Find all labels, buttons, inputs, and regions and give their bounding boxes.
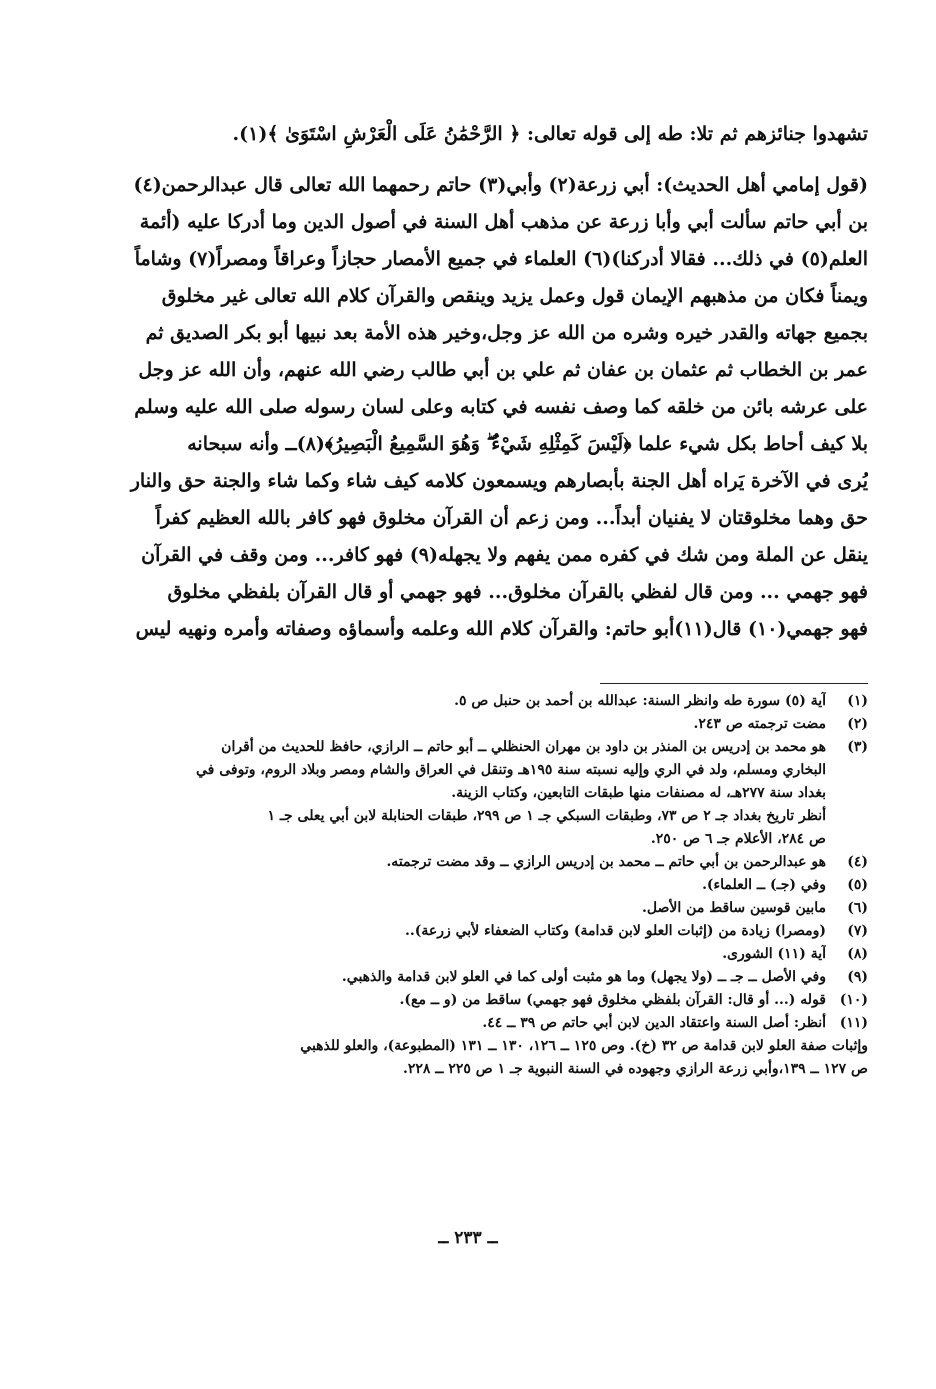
- footnote-text: قوله (... أو قال: القرآن بلفظي مخلوق فهو جهمي) ساقط من (و ــ مع).: [399, 992, 826, 1008]
- footnote-divider: [600, 683, 868, 684]
- footnote-line: بغداد سنة ٢٧٧هـ، له مصنفات منها طبقات التابعين، وكتاب الزينة.: [451, 785, 826, 801]
- text-line: على عرشه بائن من خلقه كما وصف نفسه في كتابه وعلى لسان رسوله صلى الله عليه وسلم: [134, 396, 868, 418]
- footnote-number: (١٠): [839, 992, 868, 1008]
- text-line: العلم(٥) في ذلك... فقالا أدركنا)(٦) العلماء في جميع الأمصار حجازاً وعراقاً ومصراً(٧) وشاماً: [134, 248, 868, 270]
- footnote-number: (٥): [847, 877, 868, 893]
- text-line: يُرى في الآخرة يَراه أهل الجنة بأبصارهم ويسمعون كلامه كيف شاء وكما شاء والجنة حق والنار: [130, 470, 868, 492]
- footnote-3: [48, 736, 868, 805]
- footnote-3-references: [48, 805, 868, 851]
- footnote-5: [48, 874, 868, 897]
- footnote-number: (١): [847, 693, 868, 709]
- footnote-text: آية (١١) الشورى.: [722, 946, 826, 962]
- footnote-11: [48, 1012, 868, 1035]
- footnote-line: ص ١٢٧ ــ ١٣٩،وأبي زرعة الرازي وجهوده في السنة النبوية جـ ١ ص ٢٢٥ ــ ٢٢٨.: [402, 1061, 868, 1077]
- footnote-number: (٩): [847, 969, 868, 985]
- footnote-10: [48, 989, 868, 1012]
- text-line: بلا كيف أحاط بكل شيء علما ﴿لَيْسَ كَمِثْلِهِ شَيْءٌ ۖ وَهُوَ السَّمِيعُ الْبَصِيرُ﴾(٨)ــ وأنه سبحانه: [187, 433, 868, 455]
- footnote-line: أنظر تاريخ بغداد جـ ٢ ص ٧٣، وطبقات السبكي جـ ١ ص ٢٩٩، طبقات الحنابلة لابن أبي يعلى جـ ١: [267, 808, 826, 824]
- footnote-number: (٧): [847, 923, 868, 939]
- footnote-number: (٦): [847, 900, 868, 916]
- text-line: بجميع جهاته والقدر خيره وشره من الله عز وجل،وخير هذه الأمة بعد نبيها أبو بكر الصديق ثم: [145, 322, 868, 344]
- footnote-number: (٨): [847, 946, 868, 962]
- footnote-text: (ومصرا) زيادة من (إثبات العلو لابن قدامة) وكتاب الضعفاء لأبي زرعة)..: [405, 923, 826, 939]
- text-line: فهو جهمي ... ومن قال لفظي بالقرآن مخلوق... فهو جهمي أو قال القرآن بلفظي مخلوق: [167, 581, 868, 603]
- footnote-11-continuation: [48, 1035, 868, 1081]
- footnote-text: [48, 736, 826, 805]
- footnote-2: [48, 713, 868, 736]
- footnote-text: مابين قوسين ساقط من الأصل.: [642, 900, 826, 916]
- footnote-7: [48, 920, 868, 943]
- footnote-number: (٢): [847, 716, 868, 732]
- footnote-text: وفي (جـ) ــ العلماء).: [702, 877, 826, 893]
- footnote-text: مضت ترجمته ص ٢٤٣.: [693, 716, 826, 732]
- footnote-1: [48, 690, 868, 713]
- footnote-text: هو عبدالرحمن بن أبي حاتم ــ محمد بن إدريس الرازي ــ وقد مضت ترجمته.: [386, 854, 826, 870]
- footnotes: [48, 690, 868, 1081]
- text-line: حق وهما مخلوقتان لا يفنيان أبداً... ومن زعم أن القرآن مخلوق فهو كافر بالله العظيم كفراً: [155, 507, 868, 529]
- footnote-line: وإثبات صفة العلو لابن قدامة ص ٣٢ (خ). وص ١٢٥ ــ ١٢٦، ١٣٠ ــ ١٣١ (المطبوعة)، والعلو للذهبي: [300, 1038, 868, 1054]
- footnote-line: ص ٢٨٤، الأعلام جـ ٦ ص ٢٥٠.: [650, 831, 826, 847]
- text-line: ويمناً فكان من مذهبهم الإيمان قول وعمل يزيد وينقص والقرآن كلام الله تعالى غير مخلوق: [161, 285, 868, 307]
- footnote-text: أنظر: أصل السنة واعتقاد الدين لابن أبي حاتم ص ٣٩ ــ ٤٤.: [482, 1015, 826, 1031]
- text-line: (قول إمامي أهل الحديث): أبي زرعة(٢) وأبي(٣) حاتم رحمهما الله تعالى قال عبدالرحمن(٤): [133, 174, 868, 196]
- text-line: فهو جهمي(١٠) قال(١١)أبو حاتم: والقرآن كلام الله وعلمه وأسماؤه وصفاته وأمره ونهيه ليس: [135, 618, 868, 640]
- footnote-4: [48, 851, 868, 874]
- footnote-line: البخاري ومسلم، ولد في الري وإليه نسبته سنة ١٩٥هـ وتنقل في العراق والشام ومصر وبلاد الروم، وتوفى في: [195, 762, 826, 778]
- footnote-text: آية (٥) سورة طه وانظر السنة: عبدالله بن أحمد بن حنبل ص ٥.: [454, 693, 826, 709]
- main-text: [48, 116, 868, 648]
- footnote-6: [48, 897, 868, 920]
- footnote-8: [48, 943, 868, 966]
- footnote-line: هو محمد بن إدريس بن المنذر بن داود بن مهران الحنظلي ــ أبو حاتم ــ الرازي، حافظ للحديث من أقران: [221, 739, 826, 755]
- text-line: بن أبي حاتم سألت أبي وأبا زرعة عن مذهب أهل السنة في أصول الدين وما أدركا عليه (أئمة: [139, 211, 868, 233]
- footnote-number: (١١): [839, 1015, 868, 1031]
- text-line: تشهدوا جنائزهم ثم تلا: طه إلى قوله تعالى: ﴿ الرَّحْمَٰنُ عَلَى الْعَرْشِ اسْتَوَىٰ ﴾(١).: [232, 123, 868, 145]
- text-line: عمر بن الخطاب ثم عثمان بن عفان ثم علي بن أبي طالب رضي الله عنهم، وأن الله عز وجل: [138, 359, 868, 381]
- footnote-9: [48, 966, 868, 989]
- footnote-number: (٣): [847, 739, 868, 755]
- text-line: ينقل عن الملة ومن شك في كفره ممن يفهم ولا يجهله(٩) فهو كافر... ومن وقف في القرآن: [141, 544, 868, 566]
- footnote-text: وفي الأصل ــ جـ ــ (ولا يجهل) وما هو مثبت أولى كما في العلو لابن قدامة والذهبي.: [341, 969, 826, 985]
- page-number: ــ ٢٣٣ ــ: [438, 1228, 498, 1248]
- footnote-number: (٤): [847, 854, 868, 870]
